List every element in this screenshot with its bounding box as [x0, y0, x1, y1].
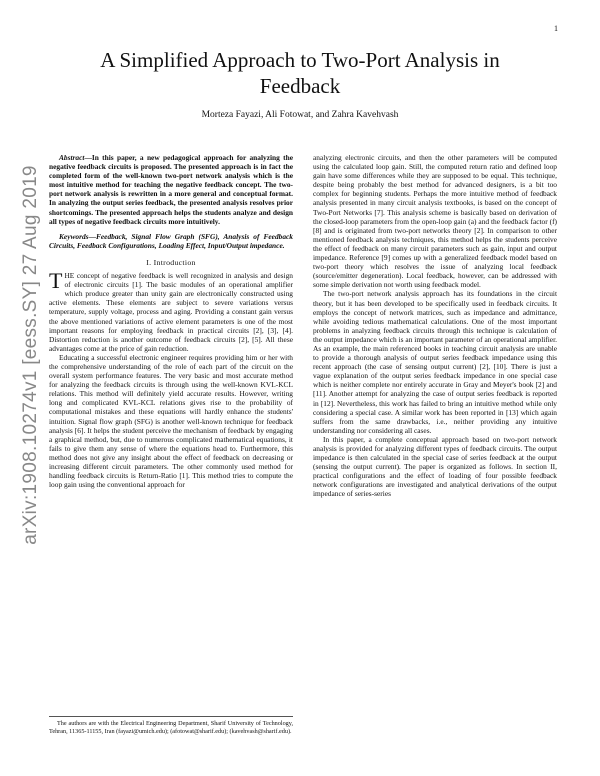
- keywords-text: —Feedback, Signal Flow Graph (SFG), Analysis of Feedback Circuits, Feedback Configurations, Loading Effect, Input/Output impedance.: [49, 231, 293, 250]
- intro-paragraph-1-text: HE concept of negative feedback is well recognized in analysis and design of electronic circuits [1]. The basic modules of an operational amplifier which produce greater than unity gain are electronically constructed using active elements. These elements are subject to severe variations versus temperature, supply voltage, process and aging. Providing a constant gain versus the above mentioned variations of active element parameters is one of the most important reasons for employing feedback in practical circuits [2], [3], [4]. Distortion reduction is another outcome of feedback circuits [2], [5]. All these advantages come at the price of gain reduction.: [49, 271, 293, 353]
- keywords: [49, 232, 293, 250]
- dropcap-letter: T: [49, 268, 63, 294]
- author-footnote: [49, 716, 293, 735]
- right-paragraph-1: analyzing electronic circuits, and then the other parameters will be computed using the calculated loop gain. Still, the computed return ratio and defined loop gain have some differences while they are supposed to be equal. This technique, despite being probably the best method for advanced designers, is a bit too complex for beginning students. Perhaps the more intuitive method of feedback analysis presented in many circuit analysis textbooks, is based on the concept of Two-Port Networks [7]. This analysis scheme is basically based on derivation of the closed-loop parameters from the open-loop gain (a) and the feedback factor (f) [8] and is originated from two-port networks theory [2]. In comparison to other mentioned feedback analysis techniques, this method helps the students perceive the effect of feedback on many circuit parameters such as gain, input and output impedance. Reference [9] comes up with a generalized feedback model based on two-port theory which resolves the issue of analyzing local feedback (source/emitter degeneration). Local feedback, however, can be addressed with some simple derivation not worth using feedback model.: [313, 153, 557, 290]
- author-footnote-text: The authors are with the Electrical Engineering Department, Sharif University of Technology, Tehran, 11365-11155, Iran (fayazi@umich.edu); (afotowat@sharif.edu); (kavehvash@sharif.edu).: [49, 720, 293, 735]
- right-paragraph-3: In this paper, a complete conceptual approach based on two-port network analysis is provided for analyzing different types of feedback circuits. The output impedance is then calculated in the special case of series feedback at the output (sensing the output current). The paper is organized as follows. In section II, practical configurations and the effect of loading of four possible feedback network configurations are investigated and analytical derivations of the output impedance of series-series: [313, 434, 557, 499]
- keywords-label: Keywords: [59, 231, 89, 241]
- section-heading-introduction: I. Introduction: [146, 257, 196, 267]
- right-paragraph-2: The two-port network analysis approach has its foundations in the circuit theory, but it has been developed to be specifically used in feedback circuits. It employs the concept of network matrices, such as impedance and admittance, while avoiding tedious mathematical calculations. One of the most important problems in analyzing feedback circuits through this technique is calculation of the output impedance which is an important parameter of an operational amplifier. As an example, the main referenced books in teaching circuit analysis are unable to provide a thorough analysis of output series feedback impedance using this recent approach (the case of sensing output current) [2], [10]. There is just a vague explanation of the output series feedback impedance in one special case which is neither complete nor entirely accurate in Gray and Meyer's book [2] and [11]. Another attempt for analyzing the case of output series feedback is reported in [12]. Nevertheless, this work has failed to bring an intuitive method while only considering a special case. A similar work has been reported in [13] which again suffers from the same drawbacks, i.e., neither providing any intuitive understanding nor considering all cases.: [313, 289, 557, 435]
- abstract: [49, 153, 293, 226]
- intro-paragraph-1: [49, 268, 293, 353]
- abstract-label: Abstract: [59, 153, 85, 162]
- arxiv-stamp: [14, 110, 48, 600]
- intro-paragraph-2: Educating a successful electronic engineer requires providing him or her with the comprehensive understanding of the role of each part of the circuit on the overall system performance features. The very basic and most accurate method for analyzing the feedback circuits is through using the well-known KVL-KCL relations. This method will definitely yield accurate results. However, writing long and complicated KVL-KCL relations gives rise to the probability of computational mistakes and these equations will hardly enhance the students' intuition. Signal flow graph (SFG) is another well-known technique for feedback analysis [6]. It helps the student perceive the mechanism of feedback by engaging a graphical method, but, due to numerous complicated mathematical equations, it fails to give them any sense of where the equations head to. Furthermore, this method does not give any insight about the effect of feedback on decreasing or increasing different circuit parameters. The other commonly used method for handling feedback circuits is Return-Ratio [1]. This method tries to compute the loop gain using the conventional approach for: [49, 352, 293, 490]
- right-column: [313, 153, 557, 499]
- page-number: 1: [554, 24, 558, 33]
- left-column: [49, 153, 293, 489]
- abstract-text: —In this paper, a new pedagogical approach for analyzing the negative feedback circuits is proposed. The presented approach is in fact the completed form of the well-known two-port network analysis which is the most intuitive method for teaching the negative feedback concept. The two-port network analysis is rewritten in a more general and conceptual format. In analyzing the output series feedback, the presented analysis resolves prior shortcomings. The presented approach helps the students analyze and design all types of negative feedback circuits more intuitively.: [49, 153, 293, 226]
- arxiv-stamp-text: arXiv:1908.10274v1 [eess.SY] 27 Aug 2019: [20, 165, 41, 545]
- paper-title: A Simplified Approach to Two-Port Analysis in Feedback: [100, 48, 500, 98]
- paper-authors: Morteza Fayazi, Ali Fotowat, and Zahra Kavehvash: [201, 110, 399, 120]
